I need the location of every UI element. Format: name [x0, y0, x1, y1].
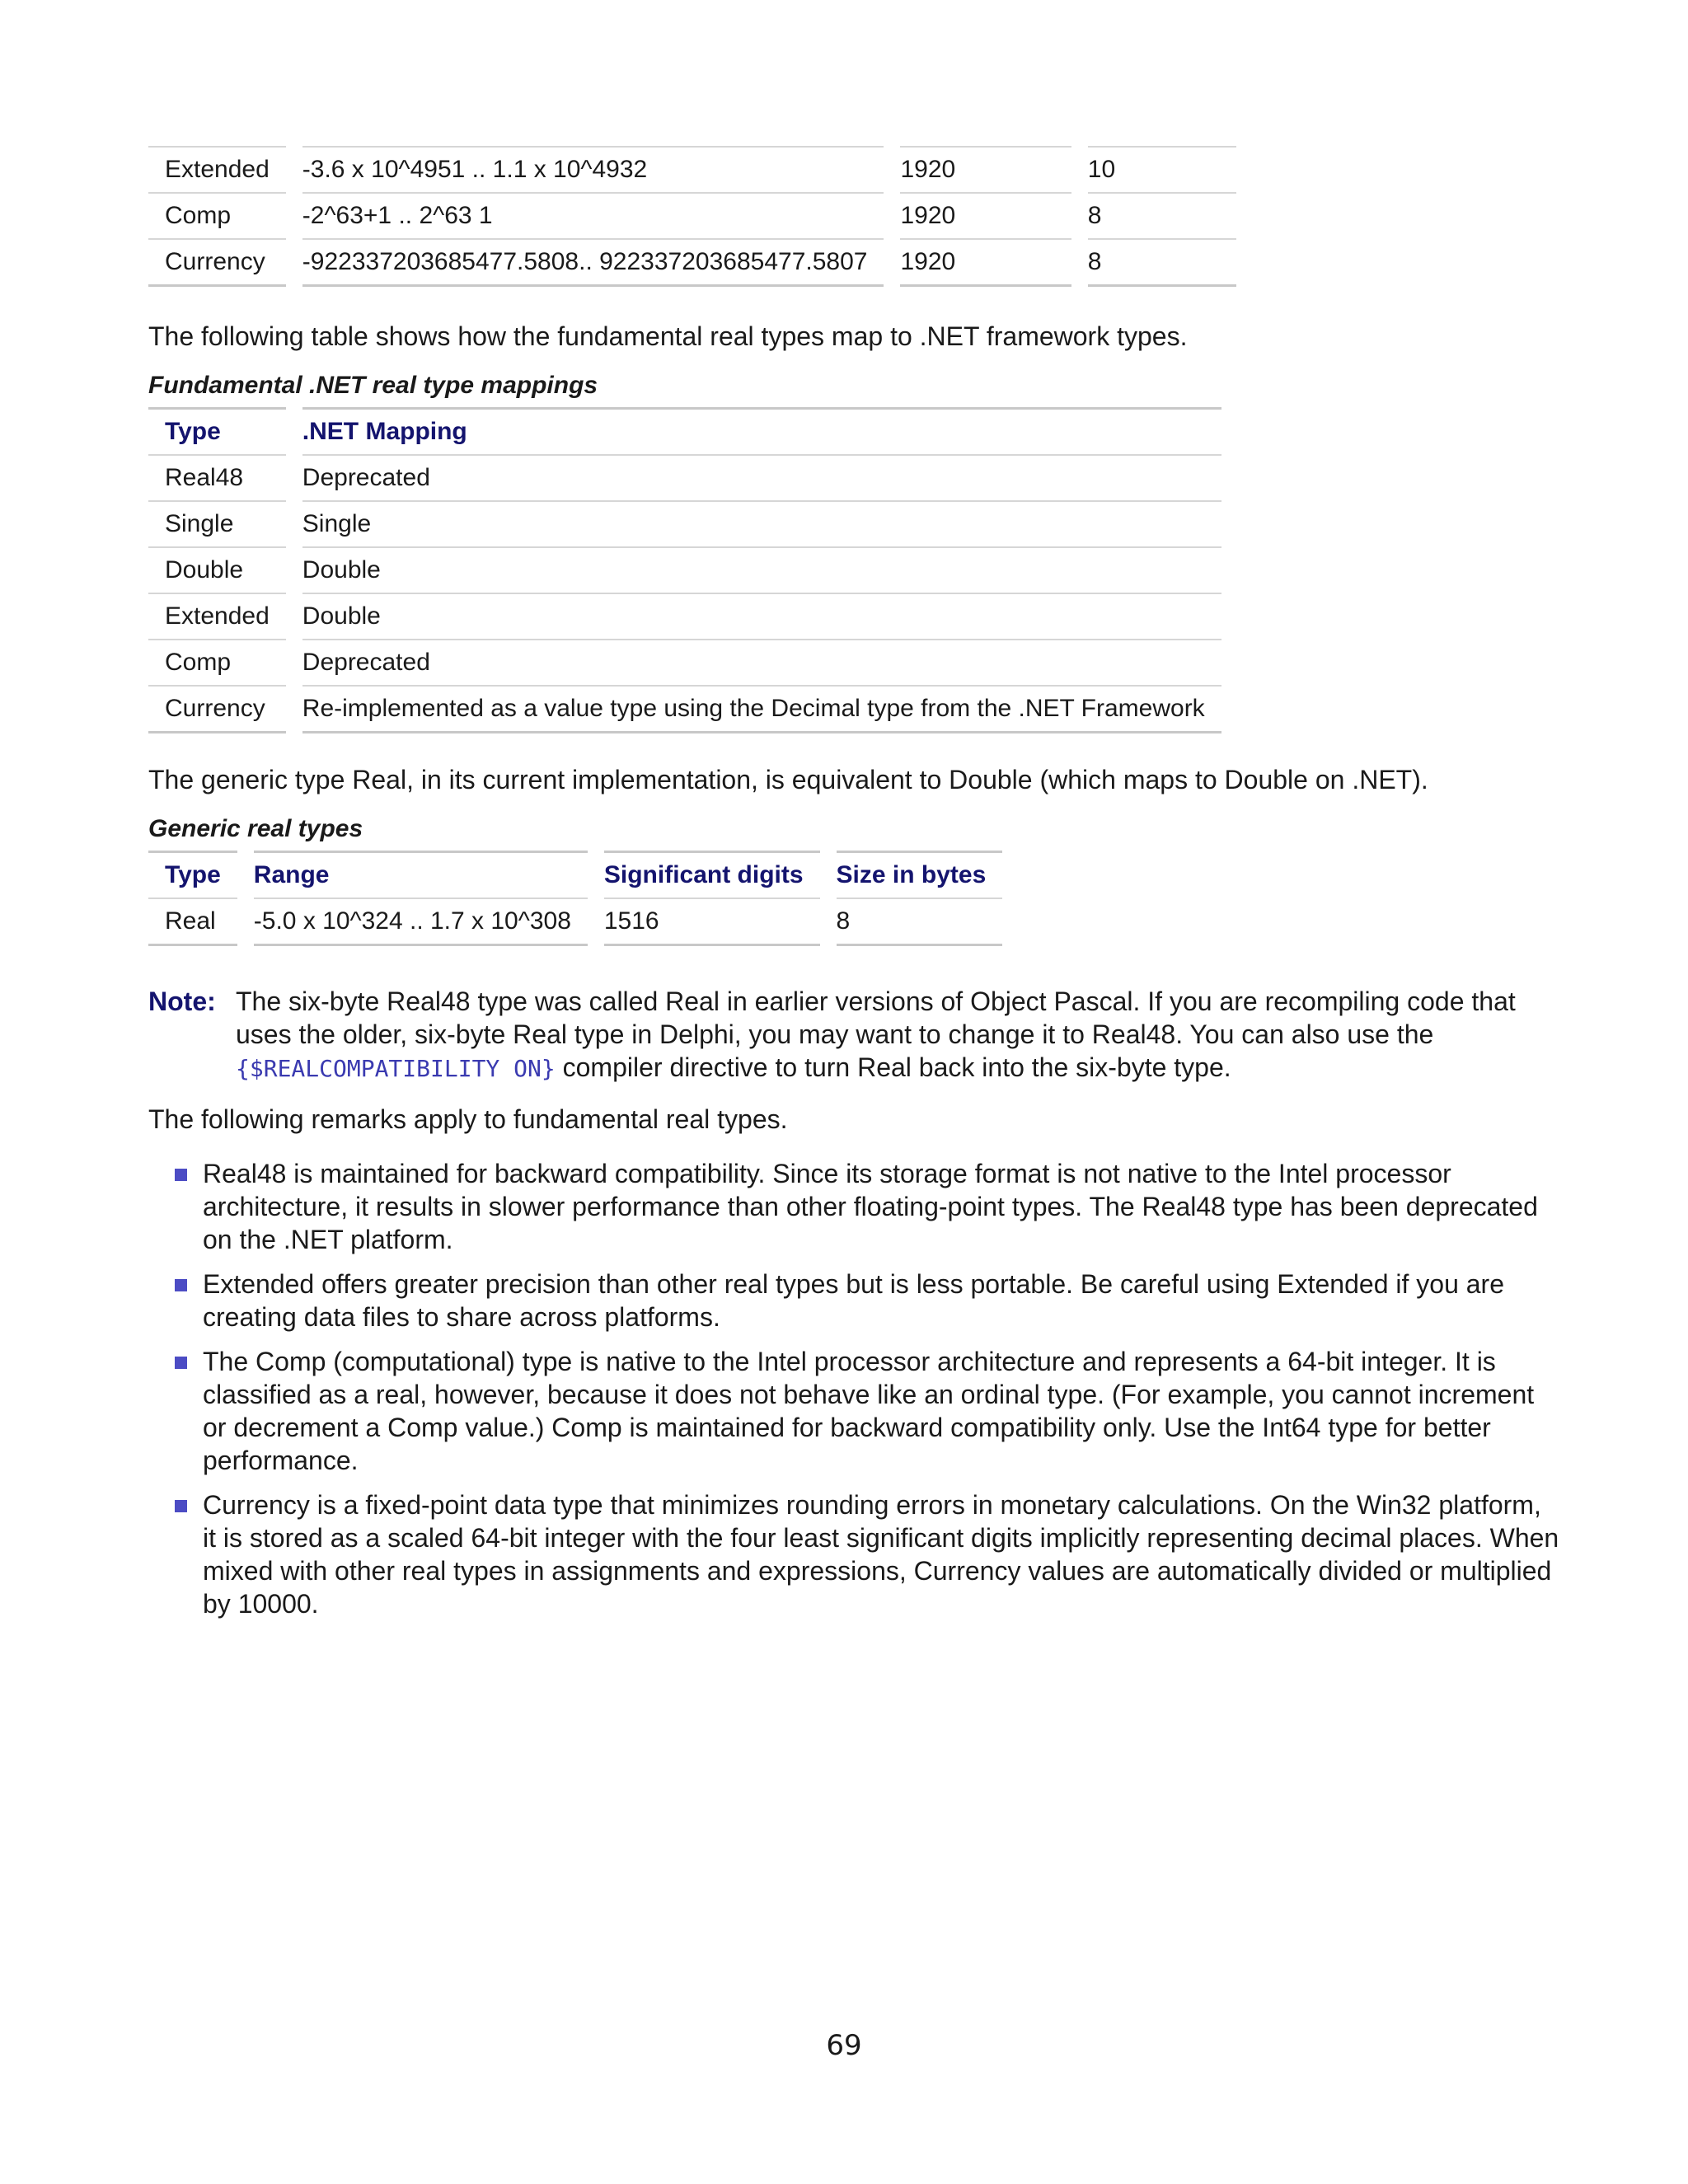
column-header-range: Range	[246, 852, 596, 899]
list-item-text: Extended offers greater precision than other real types but is less portable. Be careful using Extended if you are creating data files to share across platforms.	[203, 1269, 1504, 1332]
table-cell: Comp	[148, 640, 294, 686]
column-header-significant-digits: Significant digits	[596, 852, 828, 899]
list-item-text: Currency is a fixed-point data type that minimizes rounding errors in monetary calculations. On the Win32 platform, it is stored as a scaled 64-bit integer with the four least significant digits implicitly representing decimal places. When mixed with other real types in assignments and expressions, Currency values are automatically divided or multiplied by 10000.	[203, 1490, 1559, 1619]
table-cell: 8	[828, 898, 1003, 945]
table-cell: -3.6 x 10^4951 .. 1.1 x 10^4932	[294, 147, 893, 193]
real-types-table-continued	[148, 146, 1236, 287]
list-item	[175, 1488, 1559, 1620]
table-row	[148, 455, 1221, 501]
table-row	[148, 898, 1002, 945]
list-item	[175, 1345, 1559, 1477]
table-cell: 8	[1080, 239, 1236, 286]
table-cell: 1920	[892, 193, 1079, 239]
column-header-type: Type	[148, 852, 246, 899]
table-cell: Double	[148, 547, 294, 593]
table-row	[148, 547, 1221, 593]
list-item-text: Real48 is maintained for backward compatibility. Since its storage format is not native to the Intel processor architecture, it results in slower performance than other floating-point types. The Real48 type has been deprecated on the .NET platform.	[203, 1159, 1538, 1254]
table-header-row	[148, 409, 1221, 456]
table-cell: 1920	[892, 147, 1079, 193]
note-text-before: The six-byte Real48 type was called Real in earlier versions of Object Pascal. If you are recompiling code that uses the older, six-byte Real type in Delphi, you may want to change it to Real48. You can also use the	[236, 987, 1516, 1049]
table-row	[148, 640, 1221, 686]
list-item	[175, 1157, 1559, 1256]
table-cell: Single	[294, 501, 1221, 547]
table-cell: Real	[148, 898, 246, 945]
table-cell: Currency	[148, 686, 294, 733]
table-row	[148, 193, 1236, 239]
table-cell: Deprecated	[294, 640, 1221, 686]
net-mapping-table	[148, 407, 1221, 733]
table-row	[148, 686, 1221, 733]
generic-real-types-table	[148, 851, 1002, 946]
table-cell: 1516	[596, 898, 828, 945]
table-cell: Deprecated	[294, 455, 1221, 501]
table-cell: Extended	[148, 593, 294, 640]
generic-real-paragraph: The generic type Real, in its current implementation, is equivalent to Double (which maps to Double on .NET).	[148, 765, 1428, 794]
column-header-type: Type	[148, 409, 294, 456]
table-cell: Extended	[148, 147, 294, 193]
net-table-caption: Fundamental .NET real type mappings	[148, 372, 598, 399]
remarks-intro-paragraph: The following remarks apply to fundamental real types.	[148, 1104, 788, 1134]
list-item	[175, 1268, 1559, 1333]
table-cell: Currency	[148, 239, 294, 286]
table-cell: -2^63+1 .. 2^63 1	[294, 193, 893, 239]
table-row	[148, 501, 1221, 547]
table-cell: -922337203685477.5808.. 922337203685477.5807	[294, 239, 893, 286]
table-cell: Double	[294, 547, 1221, 593]
table-cell: 8	[1080, 193, 1236, 239]
table-row	[148, 147, 1236, 193]
note-text-after: compiler directive to turn Real back into the six-byte type.	[555, 1052, 1231, 1082]
square-bullet-icon	[175, 1169, 187, 1181]
note-text	[236, 985, 1546, 1085]
table-row	[148, 593, 1221, 640]
page-number: 69	[826, 2029, 862, 2062]
compiler-directive-code: {$REALCOMPATIBILITY ON}	[236, 1055, 556, 1082]
table-cell: Re-implemented as a value type using the Decimal type from the .NET Framework	[294, 686, 1221, 733]
table-cell: Real48	[148, 455, 294, 501]
table-cell: 10	[1080, 147, 1236, 193]
table-cell: 1920	[892, 239, 1079, 286]
table-cell: Double	[294, 593, 1221, 640]
square-bullet-icon	[175, 1357, 187, 1369]
square-bullet-icon	[175, 1500, 187, 1512]
column-header-net-mapping: .NET Mapping	[294, 409, 1221, 456]
generic-table-caption: Generic real types	[148, 815, 363, 842]
remarks-list	[175, 1157, 1559, 1632]
table-cell: Comp	[148, 193, 294, 239]
list-item-text: The Comp (computational) type is native to the Intel processor architecture and represents a 64-bit integer. It is classified as a real, however, because it does not behave like an ordinal type. (For example, you cannot increment or decrement a Comp value.) Comp is maintained for backward compatibility only. Use the Int64 type for better performance.	[203, 1347, 1535, 1475]
square-bullet-icon	[175, 1279, 187, 1291]
table-cell: -5.0 x 10^324 .. 1.7 x 10^308	[246, 898, 596, 945]
table-header-row	[148, 852, 1002, 899]
column-header-size-in-bytes: Size in bytes	[828, 852, 1003, 899]
intro-paragraph-net: The following table shows how the fundamental real types map to .NET framework types.	[148, 321, 1188, 351]
table-row	[148, 239, 1236, 286]
table-cell: Single	[148, 501, 294, 547]
note-label: Note:	[148, 987, 216, 1016]
